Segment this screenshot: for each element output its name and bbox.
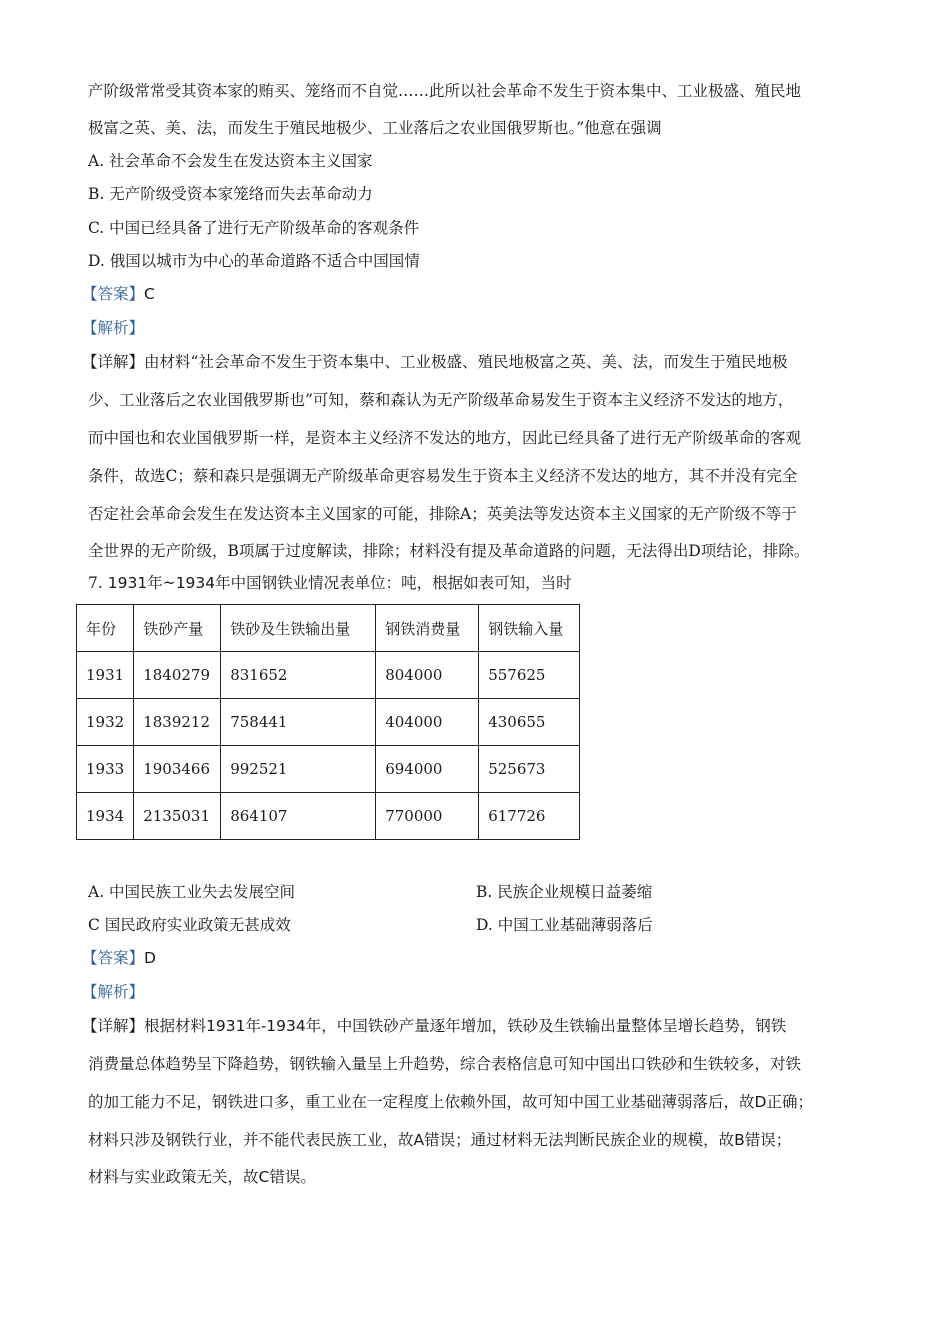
q7-detail-line-3 xyxy=(88,1091,813,1113)
q7-detail-text: 错误； xyxy=(744,1131,792,1149)
table-row xyxy=(77,793,580,840)
cell-import: 557625 xyxy=(479,652,580,699)
q6-detail-text-1: 由材料“社会革命不发生于资本集中、工业极盛、殖民地极富之英、美、法，而发生于殖民地极 xyxy=(144,353,788,371)
q7-option-a: A. 中国民族工业失去发展空间 xyxy=(88,883,296,901)
q6-detail-line-6: 全世界的无产阶级，B项属于过度解读，排除；材料没有提及革命道路的问题，无法得出D项结论，排除。 xyxy=(88,542,810,560)
q6-answer-line xyxy=(82,283,155,305)
q6-detail-line-5: 否定社会革命会发生在发达资本主义国家的可能，排除A；英美法等发达资本主义国家的无产阶级不等于 xyxy=(88,505,797,523)
q6-detail-line-2: 少、工业落后之农业国俄罗斯也”可知，蔡和森认为无产阶级革命易发生于资本主义经济不发达的地方， xyxy=(88,391,794,409)
cell-export: 992521 xyxy=(221,746,376,793)
q6-stem-line-2: 极富之英、美、法，而发生于殖民地极少、工业落后之农业国俄罗斯也。”他意在强调 xyxy=(88,119,662,137)
q6-stem-line-1: 产阶级常常受其资本家的贿买、笼络而不自觉……此所以社会革命不发生于资本集中、工业极盛、殖民地 xyxy=(88,82,802,100)
cell-output: 1840279 xyxy=(134,652,221,699)
q7-detail-letter: B xyxy=(734,1131,745,1149)
cell-import: 525673 xyxy=(479,746,580,793)
table-row xyxy=(77,746,580,793)
q7-detail-text: 材料与实业政策无关，故 xyxy=(88,1168,259,1186)
q6-analysis-tag xyxy=(82,317,144,339)
q7-answer-tag: 【答案】 xyxy=(82,949,145,967)
cell-year: 1932 xyxy=(77,699,134,746)
q6-answer-value: C xyxy=(144,285,155,303)
q7-detail-line-1 xyxy=(82,1015,786,1037)
cell-import: 617726 xyxy=(479,793,580,840)
q7-detail-text: 年，中国铁砂产量逐年增加，铁砂及生铁输出量整体呈增长趋势，钢铁 xyxy=(305,1017,787,1035)
cell-import: 430655 xyxy=(479,699,580,746)
cell-export: 864107 xyxy=(221,793,376,840)
cell-output: 1839212 xyxy=(134,699,221,746)
cell-export: 831652 xyxy=(221,652,376,699)
q7-detail-year: 1931 xyxy=(206,1017,246,1035)
q7-stem-year-end: 1934 xyxy=(175,574,216,592)
cell-year: 1934 xyxy=(77,793,134,840)
q6-option-b: B. 无产阶级受资本家笼络而失去革命动力 xyxy=(88,185,373,203)
q7-detail-line-2: 消费量总体趋势呈下降趋势，钢铁输入量呈上升趋势，综合表格信息可知中国出口铁砂和生铁较多，对铁 xyxy=(88,1055,802,1073)
q7-stem-year-start: 1931 xyxy=(107,574,148,592)
q7-detail-text: 材料只涉及钢铁行业，并不能代表民族工业，故 xyxy=(88,1131,414,1149)
q6-detail-line-4: 条件，故选C；蔡和森只是强调无产阶级革命更容易发生于资本主义经济不发达的地方，其不并没有完全 xyxy=(88,467,798,485)
cell-consumption: 770000 xyxy=(376,793,479,840)
q6-option-a: A. 社会革命不会发生在发达资本主义国家 xyxy=(88,152,373,170)
cell-output: 2135031 xyxy=(134,793,221,840)
cell-consumption: 404000 xyxy=(376,699,479,746)
header-import: 钢铁输入量 xyxy=(479,605,580,652)
q7-answer-line xyxy=(82,947,156,969)
q7-analysis-tag xyxy=(82,981,144,1003)
q7-analysis-label: 【解析】 xyxy=(82,983,145,1001)
q6-analysis-label: 【解析】 xyxy=(82,319,145,337)
cell-output: 1903466 xyxy=(134,746,221,793)
q7-option-c: C 国民政府实业政策无甚成效 xyxy=(88,916,291,934)
table-header-row xyxy=(77,605,580,652)
header-consumption: 钢铁消费量 xyxy=(376,605,479,652)
q7-detail-year: 1934 xyxy=(266,1017,306,1035)
steel-industry-table xyxy=(76,604,580,840)
cell-consumption: 694000 xyxy=(376,746,479,793)
q7-detail-text: 错误；通过材料无法判断民族企业的规模，故 xyxy=(424,1131,735,1149)
q7-detail-line-5 xyxy=(88,1166,316,1188)
q7-detail-letter: C xyxy=(258,1168,270,1186)
cell-year: 1931 xyxy=(77,652,134,699)
q7-detail-text: 的加工能力不足，钢铁进口多，重工业在一定程度上依赖外国，故可知中国工业基础薄弱落后，故 xyxy=(88,1093,755,1111)
header-export: 铁砂及生铁输出量 xyxy=(221,605,376,652)
q7-option-b: B. 民族企业规模日益萎缩 xyxy=(476,883,653,901)
q6-detail-line-3: 而中国也和农业国俄罗斯一样，是资本主义经济不发达的地方，因此已经具备了进行无产阶级革命的客观 xyxy=(88,429,802,447)
q7-stem-text: 年中国钢铁业情况表单位：吨，根据如表可知，当时 xyxy=(215,574,572,592)
q6-answer-tag: 【答案】 xyxy=(82,285,145,303)
q7-option-d: D. 中国工业基础薄弱落后 xyxy=(476,916,653,934)
q7-detail-tag: 【详解】 xyxy=(82,1017,145,1035)
cell-year: 1933 xyxy=(77,746,134,793)
header-year: 年份 xyxy=(77,605,134,652)
q7-detail-text: 根据材料 xyxy=(144,1017,207,1035)
q6-option-d: D. 俄国以城市为中心的革命道路不适合中国国情 xyxy=(88,252,420,270)
table-row xyxy=(77,652,580,699)
cell-consumption: 804000 xyxy=(376,652,479,699)
q7-detail-letter: D xyxy=(754,1093,767,1111)
header-iron-ore-output: 铁砂产量 xyxy=(134,605,221,652)
q6-detail-tag: 【详解】 xyxy=(82,353,145,371)
cell-export: 758441 xyxy=(221,699,376,746)
q7-number: 7. xyxy=(88,574,103,592)
q7-stem xyxy=(88,572,572,594)
q7-detail-text: 年- xyxy=(245,1017,267,1035)
table-row xyxy=(77,699,580,746)
q7-detail-letter: A xyxy=(413,1131,425,1149)
q7-stem-sep: 年~ xyxy=(147,574,176,592)
q6-detail-line-1 xyxy=(82,351,787,373)
q7-detail-line-4 xyxy=(88,1129,791,1151)
q7-detail-text: 正确； xyxy=(766,1093,813,1111)
q7-answer-value: D xyxy=(144,949,156,967)
q7-detail-text: 错误。 xyxy=(269,1168,316,1186)
q6-option-c: C. 中国已经具备了进行无产阶级革命的客观条件 xyxy=(88,219,420,237)
